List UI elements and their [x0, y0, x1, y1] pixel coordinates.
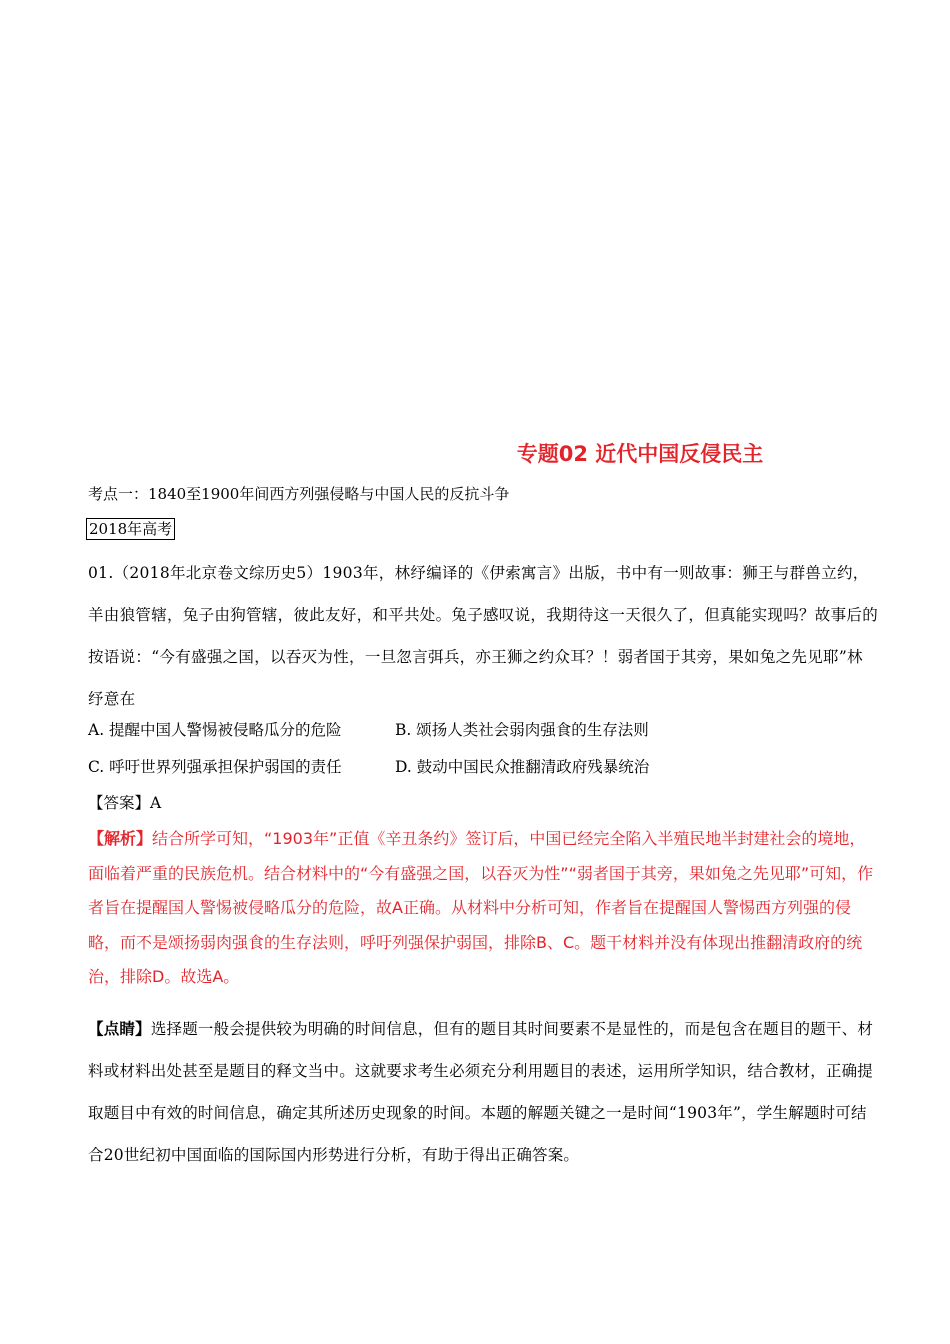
option-a: A. 提醒中国人警惕被侵略瓜分的危险 [88, 721, 342, 739]
analysis-label: 【解析】 [88, 829, 153, 848]
option-d: D. 鼓动中国民众推翻清政府残暴统治 [395, 758, 650, 776]
analysis-block [88, 822, 878, 995]
option-b: B. 颂扬人类社会弱肉强食的生存法则 [395, 721, 649, 739]
document-title: 专题02 近代中国反侵民主 [516, 442, 764, 466]
options-row-1 [88, 716, 888, 753]
analysis-text: 结合所学可知，“1903年”正值《辛丑条约》签订后，中国已经完全陷入半殖民地半封建社会的境地，面临着严重的民族危机。结合材料中的“今有盛强之国，以吞灭为性”“弱者国于其旁，果如兔之先见耶”可知，作者旨在提醒国人警惕被侵略瓜分的危险，故A正确。从材料中分析可知，作者旨在提醒国人警惕西方列强的侵略，而不是颂扬弱肉强食的生存法则，呼吁列强保护弱国，排除B、C。题干材料并没有体现出推翻清政府的统治，排除D。故选A。 [88, 829, 874, 986]
section-title: 考点一：1840至1900年间西方列强侵略与中国人民的反抗斗争 [88, 485, 510, 503]
option-c: C. 呼吁世界列强承担保护弱国的责任 [88, 758, 342, 776]
options-list [88, 716, 888, 790]
options-row-2 [88, 753, 888, 790]
tips-block [88, 1008, 878, 1176]
answer-line: 【答案】A [88, 794, 162, 812]
question-text: 01.（2018年北京卷文综历史5）1903年，林纾编译的《伊索寓言》出版，书中有一则故事：狮王与群兽立约，羊由狼管辖，兔子由狗管辖，彼此友好，和平共处。兔子感叹说，我期待这一天很久了，但真能实现吗？故事后的按语说：“今有盛强之国，以吞灭为性，一旦忽言弭兵，亦王狮之约众耳？！弱者国于其旁，果如兔之先见耶”林纾意在 [88, 564, 879, 708]
tips-text: 选择题一般会提供较为明确的时间信息，但有的题目其时间要素不是显性的，而是包含在题目的题干、材料或材料出处甚至是题目的释文当中。这就要求考生必须充分利用题目的表述，运用所学知识，结合教材，正确提取题目中有效的时间信息，确定其所述历史现象的时间。本题的解题关键之一是时间“1903年”，学生解题时可结合20世纪初中国面临的国际国内形势进行分析，有助于得出正确答案。 [88, 1020, 874, 1164]
year-heading: 2018年高考 [86, 518, 175, 540]
tips-label: 【点睛】 [88, 1019, 151, 1038]
